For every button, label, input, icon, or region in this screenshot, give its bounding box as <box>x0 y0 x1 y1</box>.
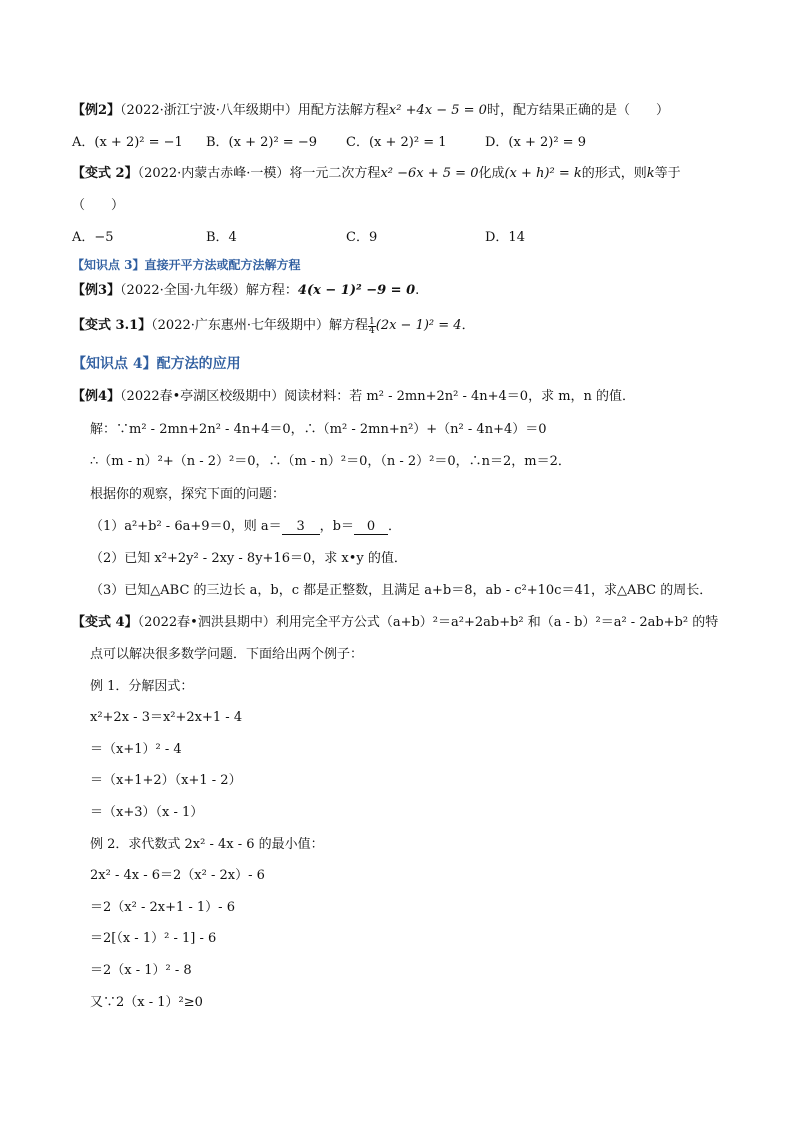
example-4-question-1 <box>90 518 401 536</box>
variant-2-question <box>72 165 681 183</box>
variant-2-option-a: A．−5 <box>72 230 114 245</box>
example-4-intro <box>72 388 635 406</box>
example-3-equation: 4(x − 1)² −9 = 0 <box>297 283 416 298</box>
variant-2-tag: 【变式 2】 <box>72 166 138 181</box>
example-1-step-1: x²+2x - 3＝x²+2x+1 - 4 <box>90 710 243 725</box>
variant-2-k: k <box>646 166 655 181</box>
variant-2-option-d: D．14 <box>485 230 525 245</box>
question-1-mid: ，b＝ <box>319 519 354 534</box>
example-2-step-5: 又∵2（x - 1）²≥0 <box>90 995 203 1010</box>
variant-4-tag: 【变式 4】 <box>72 615 138 630</box>
knowledge-point-3-heading: 【知识点 3】直接开平方法或配方法解方程 <box>72 258 301 272</box>
example-2-option-b: B．(x + 2)² = −9 <box>206 135 317 150</box>
example-1-step-3: ＝（x+1+2）（x+1 - 2） <box>90 773 242 788</box>
example-2-step-3: ＝2[（x - 1）² - 1] - 6 <box>90 931 217 946</box>
variant-2-tail: 的形式，则 <box>581 166 647 181</box>
variant-2-form: (x + h)² = k <box>504 166 582 181</box>
answer-b-blank: 0 <box>354 520 388 535</box>
variant-3-1-tag: 【变式 3.1】 <box>72 318 152 333</box>
example-4-solution-line-2: ∴（m - n）²+（n - 2）²＝0，∴（m - n）²＝0，（n - 2）²＝0，∴n＝2，m＝2． <box>90 454 571 469</box>
example-2-tag: 【例2】 <box>72 103 121 118</box>
variant-3-1-question <box>72 317 475 335</box>
variant-3-1-equation: (2x − 1)² = 4 <box>375 318 462 333</box>
variant-4-intro-text: （2022春•泗洪县期中）利用完全平方公式（a+b）²＝a²+2ab+b² 和（a - b）²＝a² - 2ab+b² 的特 <box>137 615 719 630</box>
example-2-step-2: ＝2（x² - 2x+1 - 1）- 6 <box>90 900 235 915</box>
example-2-question <box>72 102 669 120</box>
example-1-step-2: ＝（x+1）² - 4 <box>90 742 182 757</box>
variant-2-end: 等于 <box>654 166 681 181</box>
question-1-prefix: （1）a²+b² - 6a+9＝0，则 a＝ <box>90 519 282 534</box>
fraction-numerator: 1 <box>369 317 375 327</box>
variant-3-1-source: （2022·广东惠州·七年级期中）解方程 <box>151 318 369 333</box>
variant-2-option-c: C．9 <box>346 230 378 245</box>
question-1-end: ． <box>387 519 401 534</box>
example-2-equation: x² +4x − 5 = 0 <box>388 103 487 118</box>
example-2-option-c: C．(x + 2)² = 1 <box>346 135 447 150</box>
variant-4-example-1-title: 例 1．分解因式： <box>90 679 194 694</box>
example-4-tag: 【例4】 <box>72 389 121 404</box>
variant-2-paren: （ ） <box>72 198 125 213</box>
example-3-end: . <box>415 283 420 298</box>
example-4-question-2: （2）已知 x²+2y² - 2xy - 8y+16＝0，求 x•y 的值． <box>90 551 407 566</box>
variant-2-option-b: B．4 <box>206 230 237 245</box>
variant-3-1-end: ． <box>461 318 475 333</box>
example-2-tail: 时，配方结果正确的是（ ） <box>486 103 669 118</box>
example-4-intro-text: （2022春•亭湖区校级期中）阅读材料：若 m² - 2mn+2n² - 4n+4＝0，求 m，n 的值． <box>120 389 636 404</box>
fraction-denominator: 4 <box>369 326 375 336</box>
variant-2-mid: 化成 <box>478 166 505 181</box>
example-1-step-4: ＝（x+3）（x - 1） <box>90 805 204 820</box>
example-2-step-4: ＝2（x - 1）² - 8 <box>90 963 192 978</box>
example-4-prompt: 根据你的观察，探究下面的问题： <box>90 487 286 502</box>
example-3-source: （2022·全国·九年级）解方程： <box>120 283 298 298</box>
variant-2-source: （2022·内蒙古赤峰·一模）将一元二次方程 <box>137 166 381 181</box>
variant-4-example-2-title: 例 2．求代数式 2x² - 4x - 6 的最小值： <box>90 837 324 852</box>
knowledge-point-4-heading: 【知识点 4】配方法的应用 <box>72 356 241 372</box>
example-2-source: （2022·浙江宁波·八年级期中）用配方法解方程 <box>120 103 389 118</box>
variant-4-intro <box>72 614 718 632</box>
example-4-solution-line-1: 解：∵m² - 2mn+2n² - 4n+4＝0，∴（m² - 2mn+n²）+（n² - 4n+4）＝0 <box>90 422 547 437</box>
example-2-option-d: D．(x + 2)² = 9 <box>485 135 586 150</box>
example-2-step-1: 2x² - 4x - 6＝2（x² - 2x）- 6 <box>90 868 265 883</box>
example-3-tag: 【例3】 <box>72 283 121 298</box>
variant-4-intro-line-2: 点可以解决很多数学问题．下面给出两个例子： <box>90 647 364 662</box>
fraction <box>368 318 376 335</box>
variant-2-equation: x² −6x + 5 = 0 <box>380 166 479 181</box>
example-4-question-3: （3）已知△ABC 的三边长 a，b，c 都是正整数，且满足 a+b＝8，ab - c²+10c＝41，求△ABC 的周长． <box>90 583 713 598</box>
example-2-option-a: A．(x + 2)² = −1 <box>72 135 183 150</box>
answer-a-blank: 3 <box>282 520 320 535</box>
example-3-question <box>72 282 419 300</box>
